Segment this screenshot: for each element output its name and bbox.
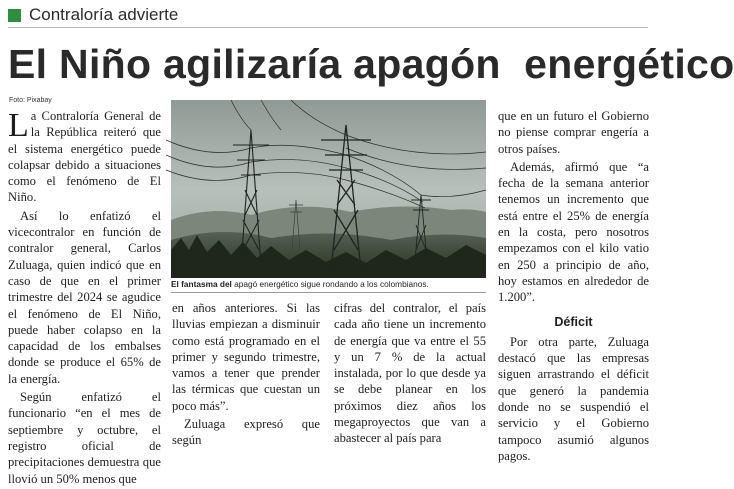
body-paragraph: Por otra parte, Zuluaga destacó que las empresas siguen arrastrando el déficit que generó la pandemia donde no se suspendió el servicio y el Gobierno tampoco asumió algunos pagos. bbox=[498, 334, 649, 463]
photo-credit: Foto: Pixabay bbox=[9, 97, 52, 104]
body-paragraph: que en un futuro el Gobierno no piense comprar engería a otros países. bbox=[498, 109, 649, 156]
body-paragraph: Zuluaga expresó que según bbox=[172, 417, 320, 448]
body-paragraph: Además, afirmó que “a fecha de la semana anterior tenemos un incremento que está entre el 25% de energía en la costa, pero nosotros empezamos con el kilo vatio en 250 a principio de año, hoy estamos en alrededor de 1.200”. bbox=[498, 159, 649, 305]
body-paragraph: Según enfatizó el funcionario “en el mes de septiembre y octubre, el registro oficial de precipitaciones demuestra que llovió un 50% menos que bbox=[8, 390, 161, 486]
headline: El Niño agilizaría apagón energético bbox=[8, 41, 734, 87]
section-label: Contraloría advierte bbox=[29, 5, 179, 24]
article-column-1 bbox=[8, 108, 161, 489]
drop-cap: L bbox=[8, 107, 29, 144]
section-header bbox=[8, 6, 648, 28]
subheading: Déficit bbox=[554, 314, 593, 329]
caption-divider bbox=[171, 292, 486, 293]
body-paragraph: en años anteriores. Si las lluvias empiezan a disminuir como está programado en el primer y segundo trimestre, vamos a tener que prender las térmicas que cuestan un poco más”. bbox=[172, 301, 320, 413]
article-photo bbox=[171, 100, 486, 278]
caption-text: apagó energético sigue rondando a los colombianos. bbox=[231, 279, 429, 289]
body-paragraph: Así lo enfatizó el vicecontralor en función de contralor general, Carlos Zuluaga, quien indicó que en caso de que en el primer trimestre del 2024 se agudice el fenómeno de El Niño, puede haber colapso en la capacidad de los embalses donde se produce el 65% de la energía. bbox=[8, 208, 161, 386]
lead-paragraph bbox=[8, 108, 161, 206]
body-paragraph: cifras del contralor, el país cada año tiene un incremento de energía que va entre el 55 y un 7 % de la actual instalada, por lo que desde ya se debe planear en los próximos diez años los megaproyectos que van a abastecer al país para bbox=[334, 301, 486, 446]
caption-bold: El fantasma del bbox=[171, 279, 232, 289]
article-column-3 bbox=[334, 300, 486, 449]
article-column-2 bbox=[172, 300, 320, 451]
lead-text: a Contraloría General de la República reiteró que el sistema energético puede colapsar debido a situaciones como el fenómeno de El Niño. bbox=[8, 109, 161, 205]
article-column-4 bbox=[498, 108, 649, 466]
section-square-icon bbox=[8, 9, 21, 22]
photo-caption bbox=[171, 279, 486, 289]
power-transmission-towers-icon bbox=[171, 100, 486, 278]
